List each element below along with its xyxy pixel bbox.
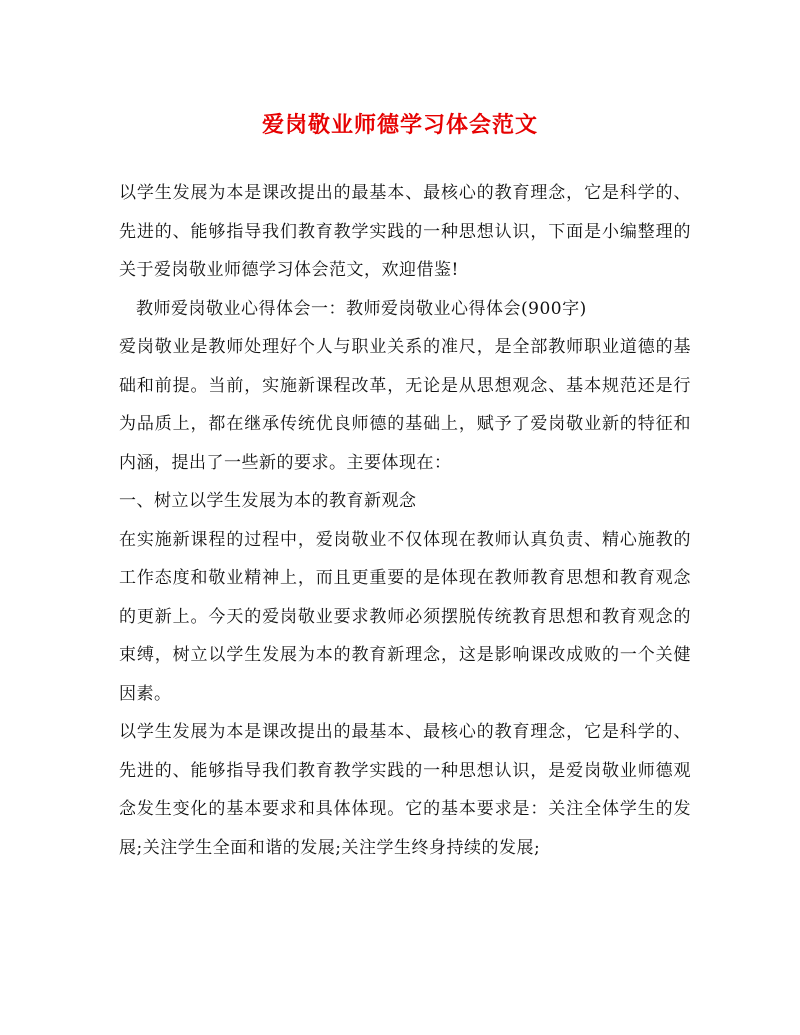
section-heading: 教师爱岗敬业心得体会一：教师爱岗敬业心得体会(900字) [136,298,587,319]
intro-paragraph: 以学生发展为本是课改提出的最基本、最核心的教育理念，它是科学的、先进的、能够指导我们教育教学实践的一种思想认识，下面是小编整理的关于爱岗敬业师德学习体会范文，欢迎借鉴! [119,183,691,280]
document-body [119,174,691,867]
subheading: 一、树立以学生发展为本的教育新观念 [119,491,417,511]
body-paragraph: 爱岗敬业是教师处理好个人与职业关系的准尺，是全部教师职业道德的基础和前提。当前，实施新课程改革，无论是从思想观念、基本规范还是行为品质上，都在继承传统优良师德的基础上，赋予了爱岗敬业新的特征和内涵，提出了一些新的要求。主要体现在： [119,337,691,473]
body-paragraph: 以学生发展为本是课改提出的最基本、最核心的教育理念，它是科学的、先进的、能够指导我们教育教学实践的一种思想认识，是爱岗敬业师德观念发生变化的基本要求和具体体现。它的基本要求是：关注全体学生的发展;关注学生全面和谐的发展;关注学生终身持续的发展; [119,722,691,858]
body-paragraph: 在实施新课程的过程中，爱岗敬业不仅体现在教师认真负责、精心施教的工作态度和敬业精神上，而且更重要的是体现在教师教育思想和教育观念的更新上。今天的爱岗敬业要求教师必须摆脱传统教育思想和教育观念的束缚，树立以学生发展为本的教育新理念，这是影响课改成败的一个关健因素。 [119,529,691,704]
document-title: 爱岗敬业师德学习体会范文 [261,112,538,138]
